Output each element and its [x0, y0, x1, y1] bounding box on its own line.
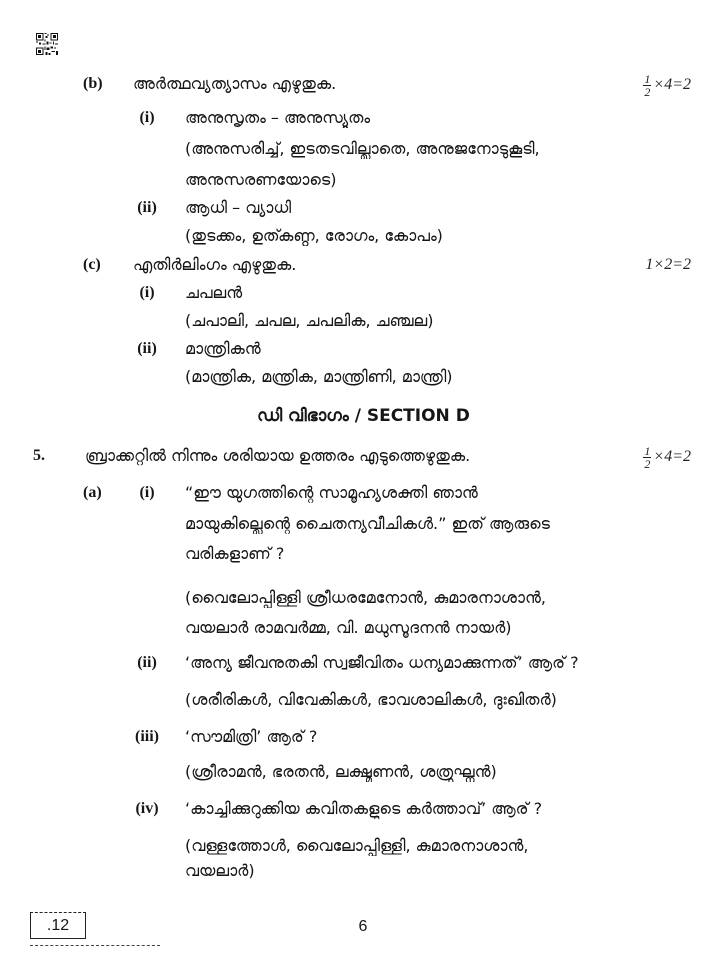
item-label: (ii) [137, 654, 157, 671]
part-label-a: (a) [83, 484, 102, 501]
options-text: വയലാർ രാമവർമ്മ, വി. മധുസൂദനൻ നായർ) [185, 618, 512, 637]
options-text: (മാന്ത്രിക, മന്ത്രിക, മാന്ത്രിണി, മാന്ത്രി) [185, 367, 453, 386]
item-label: (ii) [137, 340, 157, 357]
qr-code-icon [36, 33, 58, 55]
question-text: ‘കാച്ചിക്കുറുക്കിയ കവിതകളുടെ കർത്താവ്’ ആര് ? [185, 799, 543, 818]
options-text: അനുസരണയോടെ) [185, 170, 337, 189]
question-text: “ഈ യുഗത്തിന്റെ സാമൂഹ്യശക്തി ഞാൻ [185, 483, 478, 502]
instruction-b: അർത്ഥവ്യത്യാസം എഴുതുക. [133, 74, 337, 93]
options-text: വയലാർ) [185, 861, 255, 880]
marks-rest: ×4=2 [653, 76, 691, 93]
item-label: (iv) [135, 800, 159, 817]
part-label-b: (b) [83, 75, 103, 92]
marks-fraction [643, 445, 651, 470]
options-text: (അനുസരിച്ച്, ഇടതടവില്ലാതെ, അനുജനോടുകൂടി, [185, 139, 540, 158]
question-text: അനുസൃതം – അനുസ്യൂതം [185, 108, 371, 127]
fraction-numerator: 1 [644, 443, 651, 458]
question-text: വരികളാണ് ? [185, 544, 285, 563]
footer-divider [30, 945, 160, 946]
item-label: (iii) [135, 728, 159, 745]
item-label: (i) [139, 109, 155, 126]
question-number: 5. [33, 447, 45, 464]
options-text: (ശരീരികൾ, വിവേകികൾ, ഭാവശാലികൾ, ദുഃഖിതർ) [185, 690, 557, 709]
section-heading: ഡി വിഭാഗം / SECTION D [257, 406, 470, 426]
options-text: (വൈലോപ്പിള്ളി ശ്രീധരമേനോൻ, കുമാരനാശാൻ, [185, 588, 547, 607]
question-text: ആധി – വ്യാധി [185, 198, 292, 217]
options-text: (തുടക്കം, ഉത്കണ്ഠ, രോഗം, കോപം) [185, 226, 443, 245]
fraction-denominator: 2 [644, 84, 651, 99]
question-text: ചപലൻ [185, 283, 243, 302]
marks-c: 1×2=2 [645, 256, 691, 273]
paper-code-box [30, 912, 86, 939]
fraction-numerator: 1 [644, 71, 651, 86]
part-label-c: (c) [83, 256, 101, 273]
options-text: (വള്ളത്തോൾ, വൈലോപ്പിള്ളി, കുമാരനാശാൻ, [185, 836, 529, 855]
question-text: മാന്ത്രികൻ [185, 339, 261, 358]
options-text: (ചപാലി, ചപല, ചപലിക, ചഞ്ചല) [185, 311, 434, 330]
marks-q5 [643, 440, 691, 474]
fraction-denominator: 2 [644, 456, 651, 471]
marks-fraction [643, 73, 651, 98]
options-text: (ശ്രീരാമൻ, ഭരതൻ, ലക്ഷ്മണൻ, ശത്രുഘ്നൻ) [185, 762, 497, 781]
question-text: ‘സൗമിത്രി’ ആര് ? [185, 727, 318, 746]
instruction-c: എതിർലിംഗം എഴുതുക. [133, 255, 297, 274]
item-label: (i) [139, 284, 155, 301]
instruction-q5: ബ്രാക്കറ്റിൽ നിന്നും ശരിയായ ഉത്തരം എടുത്തെഴുതുക. [85, 446, 471, 465]
paper-code: .12 [46, 916, 70, 934]
item-label: (ii) [137, 199, 157, 216]
question-text: മായുകില്ലെന്റെ ചൈതന്യവീചികൾ.” ഇത് ആരുടെ [185, 514, 550, 533]
question-text: ‘അന്യ ജീവനുതകി സ്വജീവിതം ധന്യമാക്കുന്നത്’ ആര് ? [185, 653, 579, 672]
page-number: 6 [358, 918, 368, 935]
marks-b [643, 68, 691, 102]
item-label: (i) [139, 484, 155, 501]
marks-rest: ×4=2 [653, 448, 691, 465]
